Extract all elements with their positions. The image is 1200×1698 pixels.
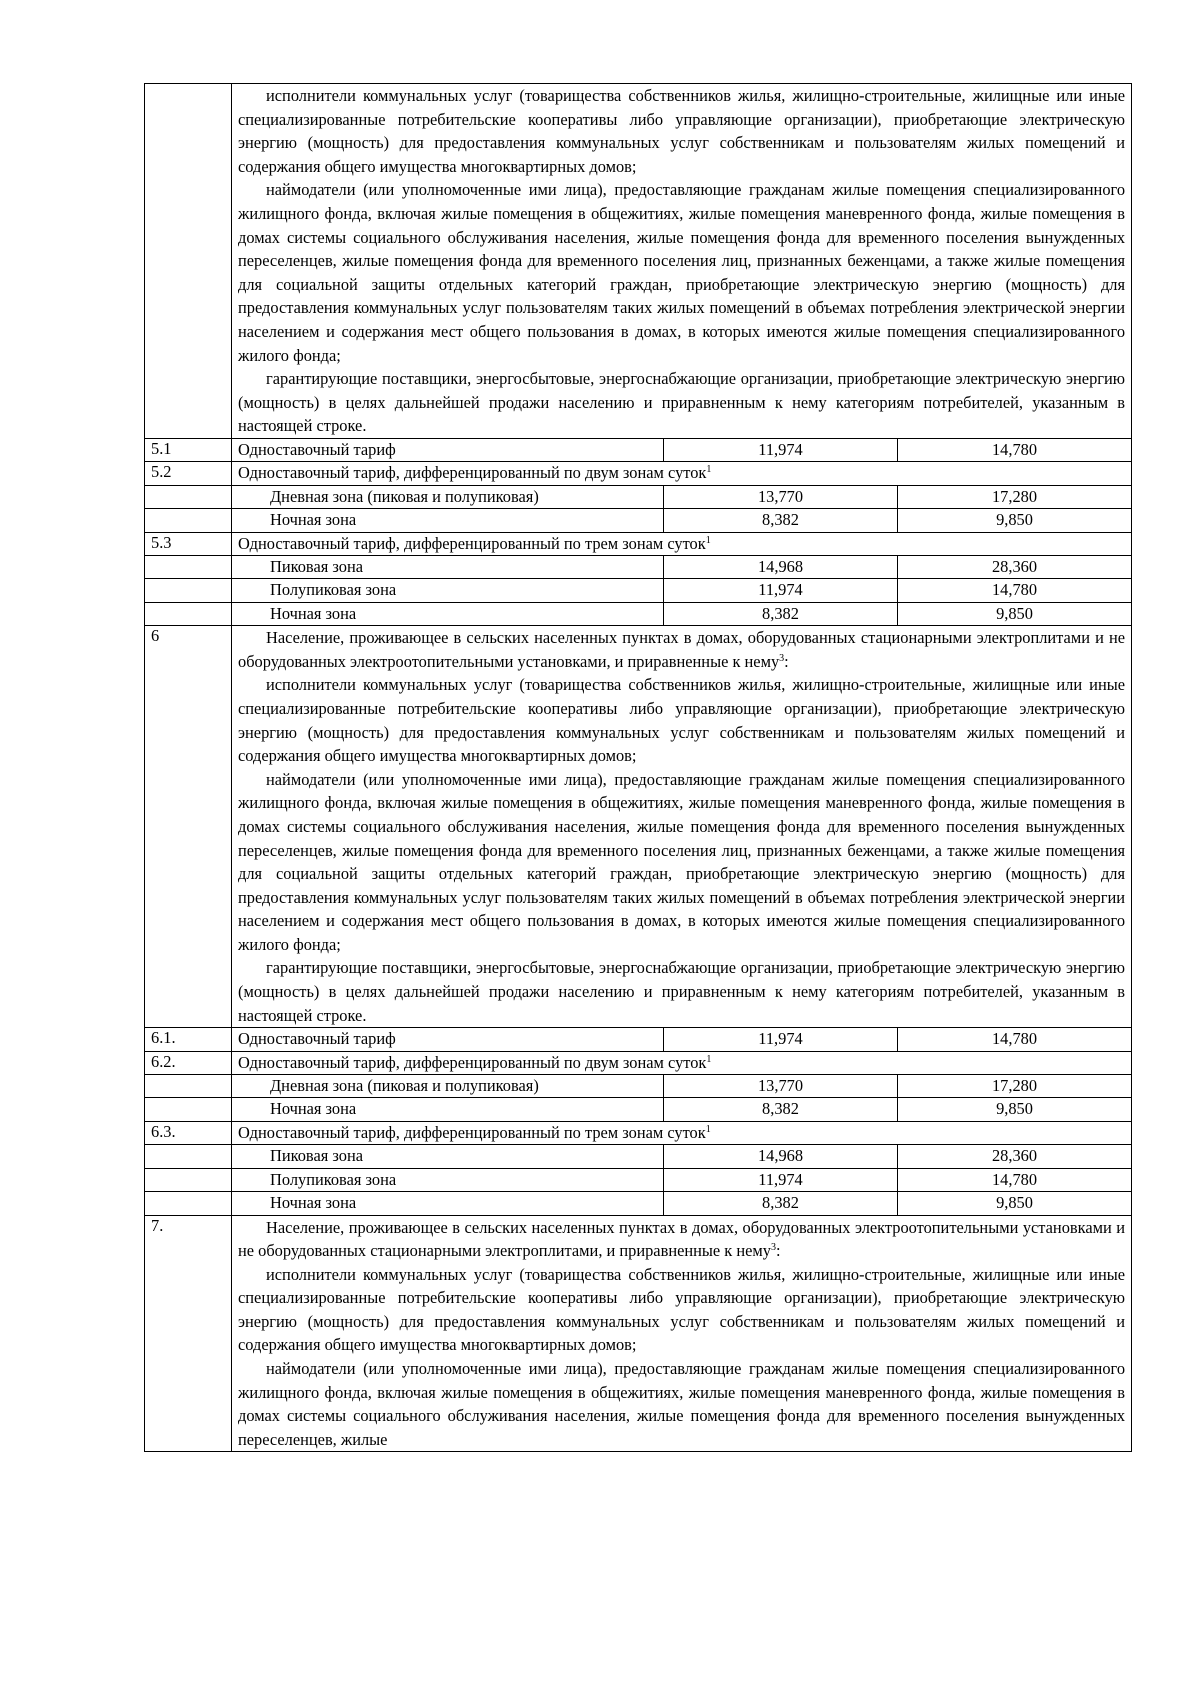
table-row [145, 1051, 1132, 1074]
zone-label: Полупиковая зона [232, 579, 664, 602]
row-number: 6.3. [145, 1121, 232, 1144]
table-row [145, 579, 1132, 602]
tariff-value-1: 13,770 [664, 1075, 898, 1098]
tariff-group-text: Одноставочный тариф, дифференцированный по трем зонам суток [238, 1122, 706, 1142]
footnote-mark: 1 [706, 1053, 712, 1065]
row-number: 5.2 [145, 462, 232, 485]
zone-label: Ночная зона [232, 1098, 664, 1121]
tariff-table [144, 83, 1132, 1452]
paragraph: гарантирующие поставщики, энергосбытовые, энергоснабжающие организации, приобретающие электрическую энергию (мощность) в целях дальнейшей продажи населению и приравненным к нему категориям потребителей, указанным в настоящей строке. [238, 369, 1126, 436]
category-intro: Население, проживающее в сельских населенных пунктах в домах, оборудованных электроотопительными установками и не оборудованных стационарными электроплитами, и приравненные к нему [238, 1217, 1126, 1261]
row-number-cell [145, 1192, 232, 1215]
zone-label: Дневная зона (пиковая и полупиковая) [232, 1075, 664, 1098]
tariff-group-label [232, 1051, 1132, 1074]
table-row [145, 626, 1132, 1028]
zone-label: Дневная зона (пиковая и полупиковая) [232, 485, 664, 508]
row-number-cell [145, 84, 232, 439]
tariff-value-1: 11,974 [664, 438, 898, 461]
row-number-cell [145, 1145, 232, 1168]
tariff-value-1: 8,382 [664, 602, 898, 625]
row-number: 6.2. [145, 1051, 232, 1074]
consumer-description [232, 84, 1132, 439]
paragraph: наймодатели (или уполномоченные ими лица), предоставляющие гражданам жилые помещения специализированного жилищного фонда, включая жилые помещения в общежитиях, жилые помещения маневренного фонда, жилые помещения в домах системы социального обслуживания населения, жилые помещения фонда для временного поселения вынужденных переселенцев, жилые помещения фонда для временного поселения лиц, признанных беженцами, а также жилые помещения для социальной защиты отдельных категорий граждан, приобретающие электрическую энергию (мощность) для предоставления коммунальных услуг пользователям таких жилых помещений в объемах потребления электрической энергии населением и содержания мест общего пользования в домах, в которых имеются жилые помещения специализированного жилого фонда; [238, 769, 1126, 954]
row-number: 7. [145, 1215, 232, 1452]
tariff-value-2: 17,280 [898, 485, 1132, 508]
tariff-value-2: 17,280 [898, 1075, 1132, 1098]
table-row [145, 509, 1132, 532]
intro-colon: : [784, 651, 789, 671]
zone-label: Ночная зона [232, 509, 664, 532]
table-row [145, 1215, 1132, 1452]
tariff-group-label [232, 1121, 1132, 1144]
table-row [145, 1145, 1132, 1168]
paragraph: гарантирующие поставщики, энергосбытовые, энергоснабжающие организации, приобретающие электрическую энергию (мощность) в целях дальнейшей продажи населению и приравненным к нему категориям потребителей, указанным в настоящей строке. [238, 958, 1126, 1025]
footnote-mark: 1 [705, 1123, 711, 1135]
intro-colon: : [775, 1241, 781, 1261]
row-number-cell [145, 555, 232, 578]
row-number-cell [145, 485, 232, 508]
tariff-value-1: 11,974 [664, 1028, 898, 1051]
table-row [145, 1168, 1132, 1191]
table-row [145, 485, 1132, 508]
paragraph: исполнители коммунальных услуг (товарищества собственников жилья, жилищно-строительные, жилищные или иные специализированные потребительские кооперативы либо управляющие организации), приобретающие электрическую энергию (мощность) для предоставления коммунальных услуг собственникам и пользователям жилых помещений и содержания общего имущества многоквартирных домов; [238, 1264, 1126, 1355]
row-number-cell [145, 509, 232, 532]
row-number-cell [145, 602, 232, 625]
tariff-group-text: Одноставочный тариф, дифференцированный по трем зонам суток [238, 533, 706, 553]
tariff-value-1: 14,968 [664, 1145, 898, 1168]
footnote-mark: 1 [706, 464, 712, 476]
table-row [145, 602, 1132, 625]
zone-label: Пиковая зона [232, 555, 664, 578]
table-row [145, 462, 1132, 485]
row-number-cell [145, 1098, 232, 1121]
tariff-value-1: 11,974 [664, 579, 898, 602]
tariff-value-2: 14,780 [898, 1168, 1132, 1191]
table-row [145, 1098, 1132, 1121]
paragraph: наймодатели (или уполномоченные ими лица), предоставляющие гражданам жилые помещения специализированного жилищного фонда, включая жилые помещения в общежитиях, жилые помещения маневренного фонда, жилые помещения в домах системы социального обслуживания населения, жилые помещения фонда для временного поселения вынужденных переселенцев, жилые помещения фонда для временного поселения лиц, признанных беженцами, а также жилые помещения для социальной защиты отдельных категорий граждан, приобретающие электрическую энергию (мощность) для предоставления коммунальных услуг пользователям таких жилых помещений в объемах потребления электрической энергии населением и содержания мест общего пользования в домах, в которых имеются жилые помещения специализированного жилого фонда; [238, 180, 1126, 365]
zone-label: Полупиковая зона [232, 1168, 664, 1191]
footnote-mark: 3 [770, 1242, 776, 1254]
paragraph: исполнители коммунальных услуг (товарищества собственников жилья, жилищно-строительные, жилищные или иные специализированные потребительские кооперативы либо управляющие организации), приобретающие электрическую энергию (мощность) для предоставления коммунальных услуг собственникам и пользователям жилых помещений и содержания общего имущества многоквартирных домов; [238, 675, 1126, 766]
footnote-mark: 1 [705, 534, 711, 546]
tariff-value-1: 13,770 [664, 485, 898, 508]
tariff-value-1: 8,382 [664, 1192, 898, 1215]
tariff-value-1: 8,382 [664, 509, 898, 532]
table-row [145, 1028, 1132, 1051]
tariff-value-2: 28,360 [898, 555, 1132, 578]
paragraph [238, 626, 1125, 673]
paragraph [238, 1216, 1125, 1263]
tariff-label: Одноставочный тариф [232, 1028, 664, 1051]
tariff-label: Одноставочный тариф [232, 438, 664, 461]
tariff-group-label [232, 462, 1132, 485]
table-row [145, 1075, 1132, 1098]
tariff-value-2: 14,780 [898, 1028, 1132, 1051]
tariff-value-2: 14,780 [898, 579, 1132, 602]
row-number: 5.1 [145, 438, 232, 461]
row-number-cell [145, 1075, 232, 1098]
tariff-value-2: 9,850 [898, 509, 1132, 532]
tariff-group-text: Одноставочный тариф, дифференцированный по двум зонам суток [238, 1052, 707, 1072]
tariff-value-2: 9,850 [898, 1098, 1132, 1121]
paragraph: исполнители коммунальных услуг (товарищества собственников жилья, жилищно-строительные, жилищные или иные специализированные потребительские кооперативы либо управляющие организации), приобретающие электрическую энергию (мощность) для предоставления коммунальных услуг собственникам и пользователям жилых помещений и содержания общего имущества многоквартирных домов; [238, 86, 1126, 176]
row-number: 6 [145, 626, 232, 1028]
tariff-value-2: 14,780 [898, 438, 1132, 461]
tariff-value-1: 11,974 [664, 1168, 898, 1191]
zone-label: Ночная зона [232, 1192, 664, 1215]
row-number: 6.1. [145, 1028, 232, 1051]
table-row [145, 555, 1132, 578]
footnote-mark: 3 [779, 652, 785, 664]
zone-label: Пиковая зона [232, 1145, 664, 1168]
tariff-group-label [232, 532, 1132, 555]
row-number-cell [145, 1168, 232, 1191]
table-row [145, 532, 1132, 555]
table-row [145, 1121, 1132, 1144]
zone-label: Ночная зона [232, 602, 664, 625]
category-intro: Население, проживающее в сельских населенных пунктах в домах, оборудованных стационарными электроплитами и не оборудованных электроотопительными установками, и приравненные к нему [238, 628, 1126, 671]
tariff-value-1: 14,968 [664, 555, 898, 578]
tariff-value-2: 9,850 [898, 602, 1132, 625]
tariff-value-2: 9,850 [898, 1192, 1132, 1215]
consumer-description [232, 1215, 1132, 1452]
row-number-cell [145, 579, 232, 602]
consumer-description [232, 626, 1132, 1028]
table-row [145, 84, 1132, 439]
tariff-value-1: 8,382 [664, 1098, 898, 1121]
table-row [145, 1192, 1132, 1215]
tariff-value-2: 28,360 [898, 1145, 1132, 1168]
table-row [145, 438, 1132, 461]
paragraph: наймодатели (или уполномоченные ими лица), предоставляющие гражданам жилые помещения специализированного жилищного фонда, включая жилые помещения в общежитиях, жилые помещения маневренного фонда, жилые помещения в домах системы социального обслуживания населения, жилые помещения фонда для временного поселения вынужденных переселенцев, жилые [238, 1359, 1126, 1449]
row-number: 5.3 [145, 532, 232, 555]
tariff-group-text: Одноставочный тариф, дифференцированный по двум зонам суток [238, 463, 707, 483]
